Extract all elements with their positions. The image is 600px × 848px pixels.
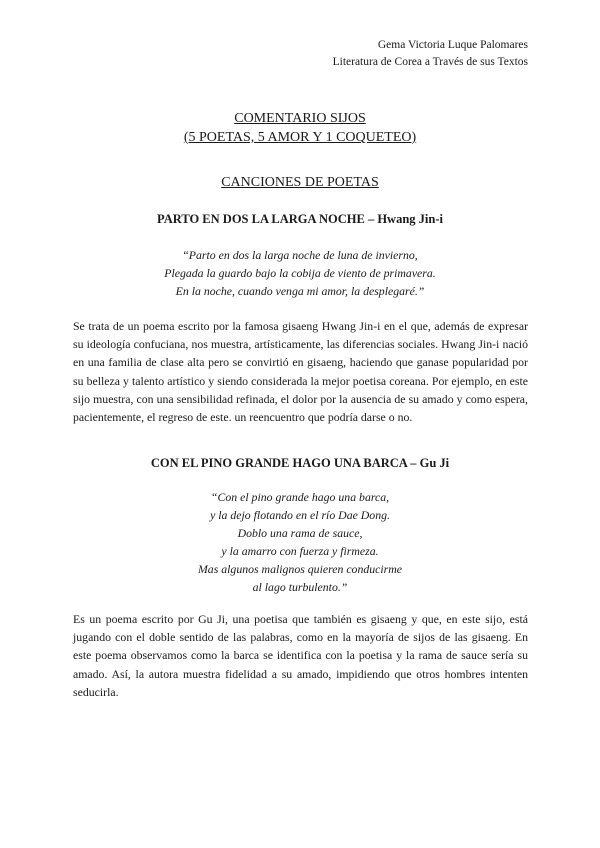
commentary-text: Se trata de un poema escrito por la famosa gisaeng Hwang Jin-i en el que, además de expresar su ideología confuciana, nos muestra, artísticamente, las diferencias sociales. Hwang Jin-i nació en una familia de clase alta pero se convirtió en gisaeng, haciendo que ganase popularidad por su belleza y talento artístico y siendo considerada la mejor poetisa coreana. Por ejemplo, en este sijo muestra, con una sensibilidad refinada, el dolor por la ausencia de su amado y como espera, pacientemente, el regreso de este. un reencuentro que podría darse o no. bbox=[73, 319, 528, 425]
poem-line: Mas algunos malignos quieren conducirme bbox=[197, 562, 403, 576]
author-name: Gema Victoria Luque Palomares bbox=[377, 39, 528, 51]
poem-line: y la amarro con fuerza y firmeza. bbox=[221, 544, 379, 558]
poem-verse bbox=[0, 246, 600, 300]
section-heading: CANCIONES DE POETAS bbox=[221, 175, 379, 190]
poem-line: “Parto en dos la larga noche de luna de invierno, bbox=[182, 248, 418, 262]
poem-line: Plegada la guardo bajo la cobija de viento de primavera. bbox=[164, 266, 436, 280]
commentary-paragraph bbox=[73, 610, 528, 701]
document-subtitle: (5 POETAS, 5 AMOR Y 1 COQUETEO) bbox=[183, 130, 417, 145]
document-title: COMENTARIO SIJOS bbox=[234, 111, 366, 126]
poem-line: En la noche, cuando venga mi amor, la desplegaré.” bbox=[175, 284, 425, 298]
commentary-paragraph bbox=[73, 317, 528, 426]
poem-title: PARTO EN DOS LA LARGA NOCHE – Hwang Jin-i bbox=[157, 212, 443, 226]
poem-line: al lago turbulento.” bbox=[252, 580, 348, 594]
document-header bbox=[333, 37, 528, 71]
poem-line: “Con el pino grande hago una barca, bbox=[210, 490, 390, 504]
poem-verse bbox=[0, 488, 600, 596]
poem-line: y la dejo flotando en el río Dae Dong. bbox=[210, 508, 390, 522]
poem-title: CON EL PINO GRANDE HAGO UNA BARCA – Gu Ji bbox=[150, 456, 450, 470]
commentary-text: Es un poema escrito por Gu Ji, una poetisa que también es gisaeng y que, en este sijo, está jugando con el doble sentido de las palabras, como en la mayoría de sijos de las gisaeng. En este poema observamos como la barca se identifica con la poetisa y la rama de sauce sería su amado. Así, la autora muestra fidelidad a su amado, impidiendo que otros hombres intenten seducirla. bbox=[73, 612, 528, 699]
poem-line: Doblo una rama de sauce, bbox=[237, 526, 363, 540]
course-name: Literatura de Corea a Través de sus Textos bbox=[332, 56, 528, 68]
